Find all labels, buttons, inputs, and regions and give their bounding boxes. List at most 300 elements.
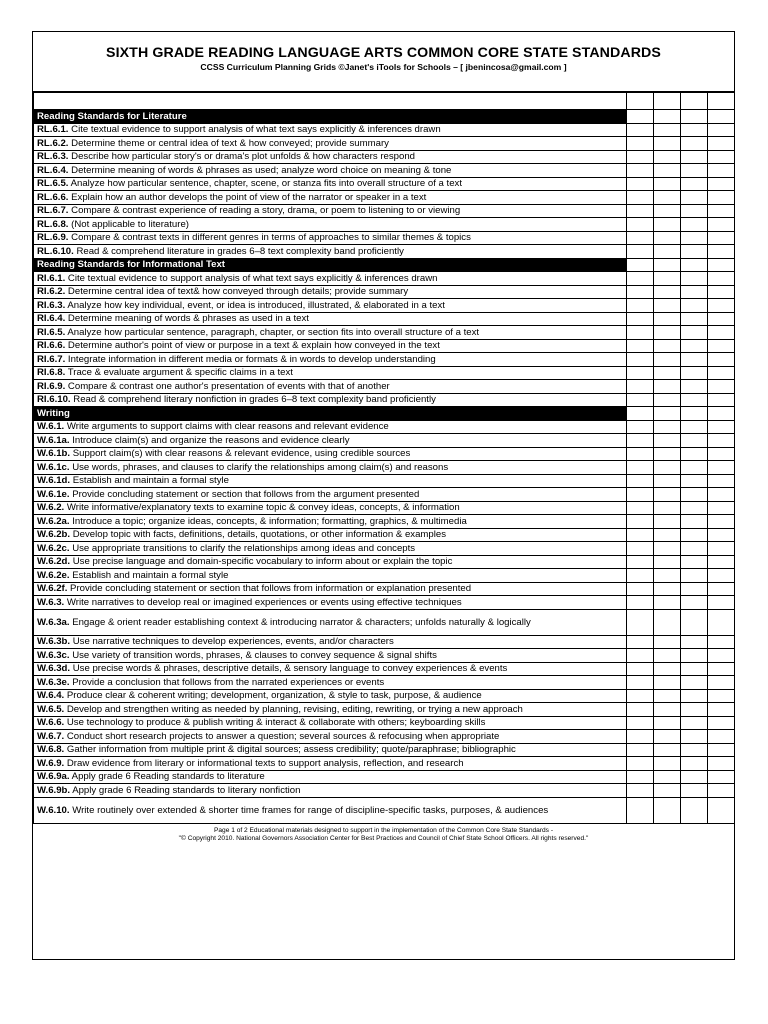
standard-row — [34, 231, 735, 245]
standard-text: Provide concluding statement or section that follows from the argument presented — [69, 488, 420, 500]
checkbox-cell[interactable] — [708, 730, 735, 744]
checkbox-cell[interactable] — [654, 93, 681, 110]
checkbox-cell[interactable] — [681, 474, 708, 488]
standard-cell — [34, 635, 627, 649]
checkbox-cell[interactable] — [654, 461, 681, 475]
standard-code: RI.6.7. — [37, 353, 66, 365]
checkbox-cell[interactable] — [627, 123, 654, 137]
checkbox-cell[interactable] — [708, 447, 735, 461]
checkbox-cell[interactable] — [654, 393, 681, 407]
standard-text: Write routinely over extended & shorter time frames for range of discipline-specific tasks, purposes, & audiences — [69, 804, 549, 816]
standard-code: RI.6.8. — [37, 367, 66, 379]
checkbox-cell[interactable] — [681, 285, 708, 299]
checkbox-cell[interactable] — [681, 150, 708, 164]
standard-code: W.6.2b. — [37, 529, 71, 541]
checkbox-cell[interactable] — [708, 245, 735, 259]
checkbox-cell[interactable] — [654, 204, 681, 218]
checkbox-cell[interactable] — [708, 555, 735, 569]
checkbox-cell[interactable] — [681, 757, 708, 771]
standard-text: Apply grade 6 Reading standards to literature — [69, 771, 265, 783]
checkbox-cell[interactable] — [681, 420, 708, 434]
checkbox-cell[interactable] — [654, 164, 681, 178]
checkbox-cell[interactable] — [708, 635, 735, 649]
standard-row — [34, 353, 735, 367]
checkbox-cell[interactable] — [708, 110, 735, 124]
standard-text: Establish and maintain a formal style — [70, 475, 229, 487]
checkbox-cell[interactable] — [654, 528, 681, 542]
checkbox-cell[interactable] — [654, 407, 681, 421]
checkbox-cell[interactable] — [708, 420, 735, 434]
standard-row — [34, 784, 735, 798]
standard-row — [34, 555, 735, 569]
checkbox-cell[interactable] — [708, 797, 735, 823]
standard-code: W.6.1a. — [37, 434, 70, 446]
standard-row — [34, 272, 735, 286]
standard-cell — [34, 285, 627, 299]
checkbox-cell[interactable] — [708, 353, 735, 367]
checkbox-cell[interactable] — [681, 569, 708, 583]
checkbox-cell[interactable] — [627, 137, 654, 151]
checkbox-cell[interactable] — [627, 676, 654, 690]
checkbox-cell[interactable] — [627, 716, 654, 730]
checkbox-cell[interactable] — [654, 609, 681, 635]
checkbox-cell[interactable] — [708, 326, 735, 340]
checkbox-cell[interactable] — [627, 218, 654, 232]
standard-text: Engage & orient reader establishing context & introducing narrator & characters; unfolds naturally & logically — [69, 616, 531, 628]
standard-text: Develop topic with facts, definitions, details, quotations, or other information & examples — [70, 529, 447, 541]
checkbox-cell[interactable] — [708, 299, 735, 313]
standard-text: (Not applicable to literature) — [68, 218, 189, 230]
checkbox-cell[interactable] — [681, 528, 708, 542]
checkbox-cell[interactable] — [681, 299, 708, 313]
standard-text: Use words, phrases, and clauses to clarify the relationships among claim(s) and reasons — [69, 461, 449, 473]
checkbox-cell[interactable] — [708, 569, 735, 583]
checkbox-cell[interactable] — [681, 689, 708, 703]
standard-cell — [34, 123, 627, 137]
standard-code: W.6.1. — [37, 421, 65, 433]
document-page — [32, 31, 735, 960]
checkbox-cell[interactable] — [708, 231, 735, 245]
standard-cell — [34, 703, 627, 717]
checkbox-cell[interactable] — [654, 137, 681, 151]
checkbox-cell[interactable] — [708, 407, 735, 421]
checkbox-cell[interactable] — [681, 488, 708, 502]
checkbox-cell[interactable] — [681, 218, 708, 232]
checkbox-cell[interactable] — [627, 339, 654, 353]
standard-cell — [34, 501, 627, 515]
checkbox-cell[interactable] — [681, 231, 708, 245]
checkbox-cell[interactable] — [681, 434, 708, 448]
checkbox-cell[interactable] — [654, 716, 681, 730]
checkbox-cell[interactable] — [708, 380, 735, 394]
checkbox-cell[interactable] — [627, 285, 654, 299]
checkbox-cell[interactable] — [708, 393, 735, 407]
checkbox-cell[interactable] — [681, 703, 708, 717]
checkbox-cell[interactable] — [627, 515, 654, 529]
checkbox-cell[interactable] — [681, 743, 708, 757]
standard-row — [34, 528, 735, 542]
checkbox-cell[interactable] — [708, 662, 735, 676]
standard-code: RL.6.2. — [37, 137, 69, 149]
checkbox-cell[interactable] — [708, 164, 735, 178]
checkbox-cell[interactable] — [681, 582, 708, 596]
checkbox-cell[interactable] — [681, 326, 708, 340]
standard-text: Cite textual evidence to support analysis of what text says explicitly & inferences drawn — [65, 272, 438, 284]
standard-cell — [34, 528, 627, 542]
checkbox-cell[interactable] — [681, 596, 708, 610]
checkbox-cell[interactable] — [708, 137, 735, 151]
checkbox-cell[interactable] — [654, 676, 681, 690]
checkbox-cell[interactable] — [708, 743, 735, 757]
checkbox-cell[interactable] — [681, 447, 708, 461]
checkbox-cell[interactable] — [654, 420, 681, 434]
checkbox-cell[interactable] — [627, 461, 654, 475]
checkbox-cell[interactable] — [654, 285, 681, 299]
standard-row — [34, 366, 735, 380]
standard-code: W.6.2d. — [37, 556, 71, 568]
checkbox-cell[interactable] — [627, 204, 654, 218]
standard-row — [34, 542, 735, 556]
checkbox-cell[interactable] — [681, 164, 708, 178]
standard-code: W.6.9. — [37, 757, 65, 769]
standard-row — [34, 488, 735, 502]
document-header — [33, 32, 734, 92]
checkbox-cell[interactable] — [627, 757, 654, 771]
standard-row — [34, 797, 735, 823]
checkbox-cell[interactable] — [654, 326, 681, 340]
checkbox-cell[interactable] — [681, 542, 708, 556]
checkbox-cell[interactable] — [708, 434, 735, 448]
checkbox-cell[interactable] — [627, 488, 654, 502]
checkbox-cell[interactable] — [681, 797, 708, 823]
checkbox-cell[interactable] — [654, 555, 681, 569]
section-header-row — [34, 110, 735, 124]
checkbox-cell[interactable] — [708, 285, 735, 299]
checkbox-cell[interactable] — [627, 649, 654, 663]
checkbox-cell[interactable] — [627, 730, 654, 744]
checkbox-cell[interactable] — [654, 177, 681, 191]
standard-text: Use narrative techniques to develop experiences, events, and/or characters — [70, 636, 394, 648]
checkbox-cell[interactable] — [681, 93, 708, 110]
checkbox-cell[interactable] — [681, 716, 708, 730]
checkbox-cell[interactable] — [654, 218, 681, 232]
standard-code: W.6.7. — [37, 730, 65, 742]
checkbox-cell[interactable] — [654, 501, 681, 515]
checkbox-cell[interactable] — [627, 797, 654, 823]
checkbox-cell[interactable] — [708, 461, 735, 475]
standard-code: W.6.3e. — [37, 676, 70, 688]
checkbox-cell[interactable] — [654, 258, 681, 272]
standard-cell — [34, 177, 627, 191]
checkbox-cell[interactable] — [654, 353, 681, 367]
checkbox-cell[interactable] — [681, 676, 708, 690]
checkbox-cell[interactable] — [708, 204, 735, 218]
checkbox-cell[interactable] — [681, 191, 708, 205]
checkbox-cell[interactable] — [708, 488, 735, 502]
checkbox-cell[interactable] — [708, 218, 735, 232]
standard-text: Analyze how particular sentence, chapter, scene, or stanza fits into overall structure of a text — [68, 178, 463, 190]
checkbox-cell[interactable] — [681, 407, 708, 421]
checkbox-cell[interactable] — [654, 515, 681, 529]
standard-cell — [34, 474, 627, 488]
checkbox-cell[interactable] — [681, 662, 708, 676]
checkbox-cell[interactable] — [654, 784, 681, 798]
checkbox-cell[interactable] — [627, 743, 654, 757]
standard-code: W.6.1b. — [37, 448, 71, 460]
standard-row — [34, 596, 735, 610]
checkbox-cell[interactable] — [627, 474, 654, 488]
checkbox-cell[interactable] — [654, 582, 681, 596]
checkbox-cell[interactable] — [681, 649, 708, 663]
checkbox-cell[interactable] — [681, 110, 708, 124]
standard-text: Use precise language and domain-specific vocabulary to inform about or explain the topic — [70, 556, 453, 568]
checkbox-cell[interactable] — [708, 515, 735, 529]
checkbox-cell[interactable] — [654, 689, 681, 703]
checkbox-cell[interactable] — [708, 501, 735, 515]
checkbox-cell[interactable] — [654, 662, 681, 676]
checkbox-cell[interactable] — [627, 258, 654, 272]
checkbox-cell[interactable] — [627, 326, 654, 340]
checkbox-cell[interactable] — [681, 393, 708, 407]
standard-code: W.6.2e. — [37, 569, 70, 581]
footer-copyright: "© Copyright 2010. National Governors Association Center for Best Practices and Council of Chief State School Officers. All rights reserved." — [178, 835, 589, 842]
checkbox-cell[interactable] — [681, 339, 708, 353]
standard-cell — [34, 366, 627, 380]
checkbox-cell[interactable] — [654, 474, 681, 488]
standard-code: W.6.4. — [37, 690, 65, 702]
checkbox-cell[interactable] — [654, 743, 681, 757]
checkbox-cell[interactable] — [654, 245, 681, 259]
standard-row — [34, 461, 735, 475]
checkbox-cell[interactable] — [681, 245, 708, 259]
checkbox-cell[interactable] — [627, 299, 654, 313]
checkbox-cell[interactable] — [708, 272, 735, 286]
checkbox-cell[interactable] — [654, 434, 681, 448]
checkbox-cell[interactable] — [627, 635, 654, 649]
standard-row — [34, 177, 735, 191]
standard-code: W.6.2. — [37, 502, 65, 514]
checkbox-cell[interactable] — [627, 703, 654, 717]
checkbox-cell[interactable] — [654, 730, 681, 744]
standard-row — [34, 326, 735, 340]
standard-text: Write informative/explanatory texts to examine topic & convey ideas, concepts, & information — [64, 502, 460, 514]
checkbox-cell[interactable] — [708, 312, 735, 326]
checkbox-cell[interactable] — [708, 150, 735, 164]
checkbox-cell[interactable] — [627, 784, 654, 798]
checkbox-cell[interactable] — [681, 272, 708, 286]
checkbox-cell[interactable] — [654, 488, 681, 502]
checkbox-cell[interactable] — [681, 123, 708, 137]
checkbox-cell[interactable] — [681, 312, 708, 326]
checkbox-cell[interactable] — [654, 797, 681, 823]
checkbox-cell[interactable] — [681, 730, 708, 744]
checkbox-cell[interactable] — [708, 596, 735, 610]
standard-code: W.6.5. — [37, 703, 65, 715]
checkbox-cell[interactable] — [681, 515, 708, 529]
checkbox-cell[interactable] — [627, 420, 654, 434]
standard-code: W.6.3c. — [37, 649, 70, 661]
standard-code: RL.6.10. — [37, 245, 74, 257]
checkbox-cell[interactable] — [654, 150, 681, 164]
checkbox-cell[interactable] — [708, 93, 735, 110]
standard-cell — [34, 515, 627, 529]
checkbox-cell[interactable] — [654, 272, 681, 286]
checkbox-cell[interactable] — [681, 770, 708, 784]
standard-row — [34, 164, 735, 178]
standard-text: Draw evidence from literary or informational texts to support analysis, reflection, and research — [64, 757, 464, 769]
checkbox-cell[interactable] — [681, 258, 708, 272]
standard-code: W.6.3b. — [37, 636, 71, 648]
standard-row — [34, 635, 735, 649]
checkbox-cell[interactable] — [654, 299, 681, 313]
checkbox-cell[interactable] — [627, 231, 654, 245]
standard-row — [34, 150, 735, 164]
checkbox-cell[interactable] — [627, 110, 654, 124]
checkbox-cell[interactable] — [627, 93, 654, 110]
standard-cell — [34, 353, 627, 367]
checkbox-cell[interactable] — [708, 339, 735, 353]
checkbox-cell[interactable] — [627, 542, 654, 556]
section-header-row — [34, 258, 735, 272]
standard-row — [34, 434, 735, 448]
standard-text: Gather information from multiple print & digital sources; assess credibility; quote/paraphrase; bibliographic — [64, 744, 516, 756]
standard-code: W.6.1d. — [37, 475, 71, 487]
checkbox-cell[interactable] — [654, 447, 681, 461]
checkbox-cell[interactable] — [708, 716, 735, 730]
standard-code: RI.6.9. — [37, 380, 66, 392]
checkbox-cell[interactable] — [654, 312, 681, 326]
checkbox-cell[interactable] — [627, 434, 654, 448]
standard-text: Write narratives to develop real or imagined experiences or events using effective techniques — [64, 596, 462, 608]
checkbox-cell[interactable] — [654, 596, 681, 610]
checkbox-cell[interactable] — [654, 757, 681, 771]
checkbox-cell[interactable] — [654, 703, 681, 717]
checkbox-cell[interactable] — [681, 461, 708, 475]
checkbox-cell[interactable] — [627, 609, 654, 635]
checkbox-cell[interactable] — [627, 150, 654, 164]
standard-text: Compare & contrast experience of reading a story, drama, or poem to listening to or viewing — [68, 205, 461, 217]
checkbox-cell[interactable] — [627, 272, 654, 286]
standard-cell — [34, 299, 627, 313]
checkbox-cell[interactable] — [627, 582, 654, 596]
checkbox-cell[interactable] — [681, 137, 708, 151]
checkbox-cell[interactable] — [681, 380, 708, 394]
checkbox-cell[interactable] — [654, 339, 681, 353]
checkbox-cell[interactable] — [708, 191, 735, 205]
standard-row — [34, 662, 735, 676]
standard-code: RL.6.6. — [37, 191, 69, 203]
checkbox-cell[interactable] — [627, 501, 654, 515]
checkbox-cell[interactable] — [654, 231, 681, 245]
checkbox-cell[interactable] — [627, 353, 654, 367]
checkbox-cell[interactable] — [708, 649, 735, 663]
standard-code: W.6.10. — [37, 804, 70, 816]
checkbox-cell[interactable] — [627, 366, 654, 380]
checkbox-cell[interactable] — [681, 177, 708, 191]
checkbox-cell[interactable] — [708, 366, 735, 380]
checkbox-cell[interactable] — [681, 501, 708, 515]
checkbox-cell[interactable] — [627, 596, 654, 610]
checkbox-cell[interactable] — [654, 110, 681, 124]
standard-text: Determine meaning of words & phrases as used; analyze word choice on meaning & tone — [68, 164, 452, 176]
checkbox-cell[interactable] — [681, 366, 708, 380]
standard-text: Analyze how key individual, event, or idea is introduced, illustrated, & elaborated in a text — [65, 299, 445, 311]
checkbox-cell[interactable] — [708, 258, 735, 272]
checkbox-cell[interactable] — [654, 366, 681, 380]
checkbox-cell[interactable] — [708, 474, 735, 488]
checkbox-cell[interactable] — [708, 703, 735, 717]
checkbox-cell[interactable] — [708, 784, 735, 798]
checkbox-cell[interactable] — [654, 569, 681, 583]
checkbox-cell[interactable] — [654, 191, 681, 205]
standard-cell — [34, 596, 627, 610]
checkbox-cell[interactable] — [627, 393, 654, 407]
checkbox-cell[interactable] — [708, 689, 735, 703]
checkbox-cell[interactable] — [708, 542, 735, 556]
checkbox-cell[interactable] — [627, 164, 654, 178]
checkbox-cell[interactable] — [681, 609, 708, 635]
checkbox-cell[interactable] — [708, 582, 735, 596]
section-title: Writing — [34, 407, 627, 421]
checkbox-cell[interactable] — [654, 123, 681, 137]
checkbox-cell[interactable] — [627, 569, 654, 583]
standard-cell — [34, 393, 627, 407]
checkbox-cell[interactable] — [681, 784, 708, 798]
checkbox-cell[interactable] — [708, 177, 735, 191]
standard-cell — [34, 150, 627, 164]
checkbox-cell[interactable] — [708, 757, 735, 771]
checkbox-cell[interactable] — [654, 635, 681, 649]
standard-row — [34, 757, 735, 771]
checkbox-cell[interactable] — [627, 380, 654, 394]
checkbox-cell[interactable] — [627, 662, 654, 676]
checkbox-cell[interactable] — [708, 676, 735, 690]
checkbox-cell[interactable] — [627, 191, 654, 205]
checkbox-cell[interactable] — [708, 609, 735, 635]
standard-row — [34, 730, 735, 744]
checkbox-cell[interactable] — [654, 649, 681, 663]
checkbox-cell[interactable] — [681, 353, 708, 367]
checkbox-cell[interactable] — [627, 245, 654, 259]
checkbox-cell[interactable] — [627, 312, 654, 326]
checkbox-cell[interactable] — [627, 555, 654, 569]
standard-cell — [34, 730, 627, 744]
checkbox-cell[interactable] — [627, 689, 654, 703]
standard-text: Determine central idea of text& how conveyed through details; provide summary — [65, 286, 409, 298]
standard-row — [34, 137, 735, 151]
checkbox-cell[interactable] — [681, 635, 708, 649]
checkbox-cell[interactable] — [654, 770, 681, 784]
checkbox-cell[interactable] — [681, 555, 708, 569]
checkbox-cell[interactable] — [681, 204, 708, 218]
checkbox-cell[interactable] — [627, 770, 654, 784]
standard-row — [34, 770, 735, 784]
checkbox-cell[interactable] — [708, 123, 735, 137]
checkbox-cell[interactable] — [627, 528, 654, 542]
checkbox-cell[interactable] — [627, 447, 654, 461]
checkbox-cell[interactable] — [627, 407, 654, 421]
standard-cell — [34, 716, 627, 730]
standard-text: Establish and maintain a formal style — [69, 569, 229, 581]
checkbox-cell[interactable] — [654, 380, 681, 394]
checkbox-cell[interactable] — [627, 177, 654, 191]
standard-row — [34, 689, 735, 703]
checkbox-cell[interactable] — [708, 528, 735, 542]
standard-text: Use variety of transition words, phrases, & clauses to convey sequence & signal shifts — [69, 649, 437, 661]
standard-code: W.6.9b. — [37, 784, 71, 796]
checkbox-cell[interactable] — [654, 542, 681, 556]
checkbox-cell[interactable] — [708, 770, 735, 784]
